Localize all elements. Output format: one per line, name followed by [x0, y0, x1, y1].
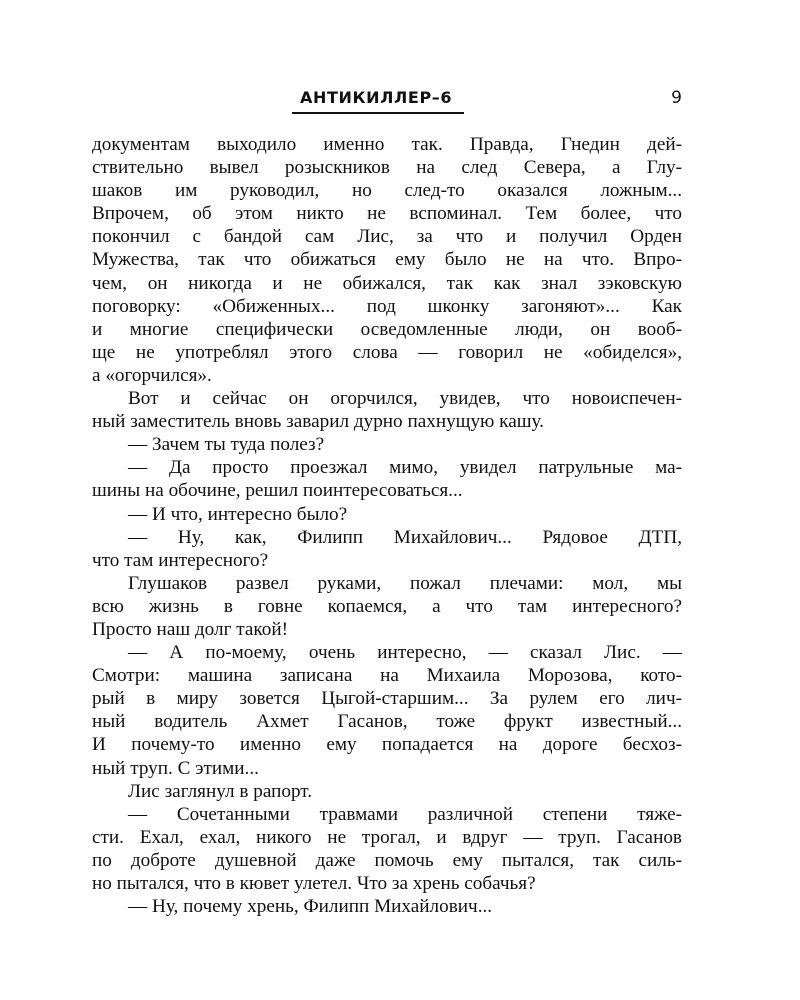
text-line: — Зачем ты туда полез?: [128, 434, 325, 456]
paragraph: [92, 433, 682, 456]
text-line: ный заместитель вновь заварил дурно пахнущую кашу.: [92, 411, 544, 433]
header-rule: [292, 112, 464, 114]
text-line: Вот и сейчас он огорчился, увидев, что новоиспечен-: [128, 388, 682, 410]
text-line: Впрочем, об этом никто не вспоминал. Тем более, что: [92, 203, 682, 225]
body-text: [92, 133, 682, 918]
text-line: — Сочетанными травмами различной степени тяже-: [128, 803, 682, 825]
paragraph: [92, 572, 682, 641]
text-line: шаков им руководил, но след-то оказался ложным...: [92, 180, 682, 202]
text-line: по доброте душевной даже помочь ему пытался, так силь-: [92, 849, 682, 871]
paragraph: [92, 133, 682, 387]
text-line: поговорку: «Обиженных... под шконку загоняют»... Как: [92, 295, 682, 317]
paragraph: [92, 803, 682, 895]
text-line: а «огорчился».: [92, 364, 212, 386]
running-title: АНТИКИЛЛЕР–6: [300, 88, 453, 107]
text-line: — А по-моему, очень интересно, — сказал Лис. —: [128, 642, 682, 664]
text-line: — Да просто проезжал мимо, увидел патрульные ма-: [128, 457, 682, 479]
text-line: И почему-то именно ему попадается на дороге бесхоз-: [92, 734, 682, 756]
text-line: Глушаков развел руками, пожал плечами: мол, мы: [128, 572, 682, 594]
text-line: — Ну, почему хрень, Филипп Михайлович...: [128, 896, 493, 918]
text-line: сти. Ехал, ехал, никого не трогал, и вдруг — труп. Гасанов: [92, 826, 682, 848]
page-number: 9: [671, 88, 682, 108]
running-header: [92, 88, 682, 128]
text-line: покончил с бандой сам Лис, за что и получил Орден: [92, 226, 682, 248]
text-line: — И что, интересно было?: [128, 503, 348, 525]
text-line: — Ну, как, Филипп Михайлович... Рядовое ДТП,: [128, 526, 682, 548]
text-line: ный труп. С этими...: [92, 757, 259, 779]
text-line: и многие специфически осведомленные люди, он вооб-: [92, 318, 682, 340]
text-line: всю жизнь в говне копаемся, а что там интересного?: [92, 595, 682, 617]
text-line: Смотри: машина записана на Михаила Морозова, кото-: [92, 665, 682, 687]
text-line: Просто наш долг такой!: [92, 618, 288, 640]
text-line: Лис заглянул в рапорт.: [128, 780, 313, 802]
text-line: ствительно вывел розыскников на след Севера, а Глу-: [92, 157, 682, 179]
paragraph: [92, 641, 682, 780]
text-line: что там интересного?: [92, 549, 269, 571]
text-line: ще не употреблял этого слова — говорил не «обиделся»,: [92, 341, 682, 363]
text-line: рый в миру зовется Цыгой-старшим... За рулем его лич-: [92, 688, 682, 710]
paragraph: [92, 456, 682, 502]
paragraph: [92, 895, 682, 918]
text-line: ный водитель Ахмет Гасанов, тоже фрукт известный...: [92, 711, 682, 733]
paragraph: [92, 526, 682, 572]
text-line: Мужества, так что обижаться ему было не на что. Впро-: [92, 249, 682, 271]
text-line: но пытался, что в кювет улетел. Что за хрень собачья?: [92, 873, 536, 894]
paragraph: [92, 387, 682, 433]
text-line: шины на обочине, решил поинтересоваться...: [92, 480, 463, 502]
paragraph: [92, 780, 682, 803]
text-line: документам выходило именно так. Правда, Гнедин дей-: [92, 134, 682, 155]
text-line: чем, он никогда и не обижался, так как знал зэковскую: [92, 272, 682, 294]
paragraph: [92, 503, 682, 526]
